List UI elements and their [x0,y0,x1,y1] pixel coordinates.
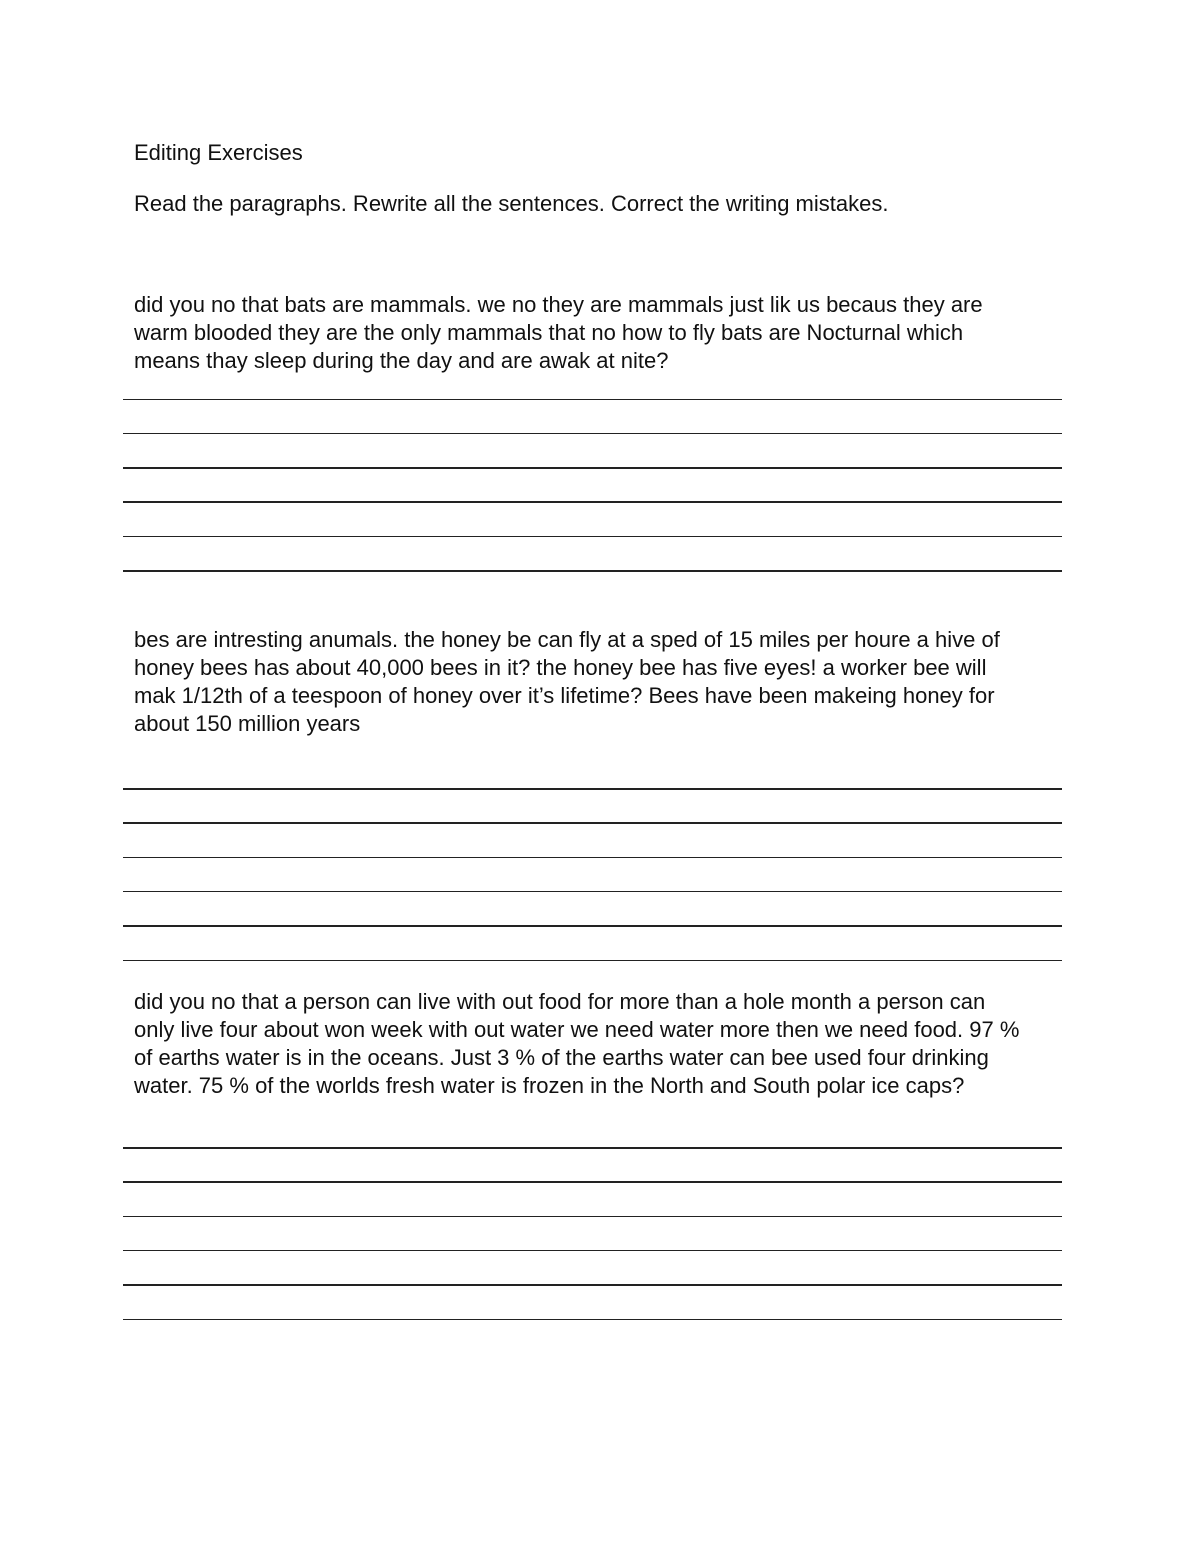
answer-line[interactable] [123,1284,1062,1286]
answer-line[interactable] [123,570,1062,572]
answer-line[interactable] [123,1181,1062,1183]
exercise-2-line-3: mak 1/12th of a teespoon of honey over it’s lifetime? Bees have been makeing honey for [134,683,995,708]
exercise-2-paragraph [134,626,1094,738]
answer-line[interactable] [123,399,1062,400]
answer-line[interactable] [123,925,1062,927]
answer-line[interactable] [123,1147,1062,1149]
answer-line[interactable] [123,822,1062,824]
exercise-3-paragraph [134,988,1094,1100]
answer-line[interactable] [123,467,1062,469]
answer-line[interactable] [123,857,1062,858]
answer-line[interactable] [123,501,1062,503]
answer-line[interactable] [123,1319,1062,1320]
exercise-2-line-1: bes are intresting anumals. the honey be can fly at a sped of 15 miles per houre a hive of [134,627,1000,652]
answer-line[interactable] [123,433,1062,434]
answer-line[interactable] [123,1250,1062,1251]
exercise-1-line-1: did you no that bats are mammals. we no they are mammals just lik us becaus they are [134,292,983,317]
exercise-1-line-2: warm blooded they are the only mammals that no how to fly bats are Nocturnal which [134,320,964,345]
instructions: Read the paragraphs. Rewrite all the sentences. Correct the writing mistakes. [134,191,889,216]
answer-line[interactable] [123,536,1062,537]
answer-line[interactable] [123,788,1062,790]
exercise-3-line-1: did you no that a person can live with out food for more than a hole month a person can [134,989,986,1014]
answer-line[interactable] [123,1216,1062,1217]
exercise-3-line-2: only live four about won week with out water we need water more then we need food. 97 % [134,1017,1020,1042]
answer-line[interactable] [123,891,1062,892]
exercise-1-line-3: means thay sleep during the day and are awak at nite? [134,348,669,373]
exercise-2-line-4: about 150 million years [134,711,361,736]
answer-line[interactable] [123,960,1062,961]
exercise-2-line-2: honey bees has about 40,000 bees in it? the honey bee has five eyes! a worker bee will [134,655,987,680]
exercise-3-line-4: water. 75 % of the worlds fresh water is frozen in the North and South polar ice caps? [134,1073,965,1098]
exercise-3-line-3: of earths water is in the oceans. Just 3 % of the earths water can bee used four drinking [134,1045,989,1070]
page-title: Editing Exercises [134,140,303,165]
exercise-1-paragraph [134,291,1094,375]
